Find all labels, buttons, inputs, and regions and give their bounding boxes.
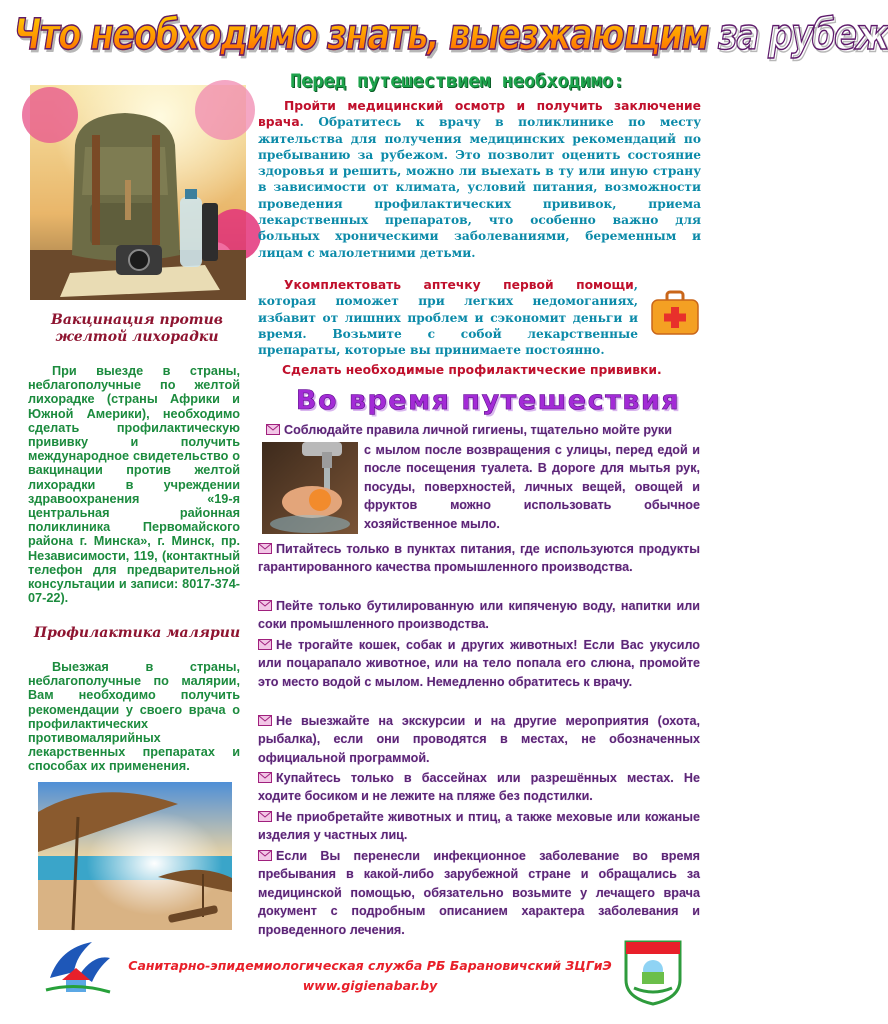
backpack-travel-photo <box>30 85 246 300</box>
beach-umbrella-photo <box>38 782 232 930</box>
envelope-check-icon <box>258 848 272 859</box>
baranovichi-healthy-city-emblem <box>622 940 684 1006</box>
envelope-check-icon <box>258 598 272 609</box>
malaria-text: Выезжая в страны, неблагополучные по малярии, Вам необходимо получить рекомендации у своего врача о профилактических противомалярийных лекарственных препаратах и способах их применения. <box>28 660 240 774</box>
envelope-check-icon <box>258 637 272 648</box>
first-aid-kit-text: , которая поможет при легких недомоганиях, избавит от лишних проблем и сэкономит деньги и время. Возьмите с собой лекарственные препараты, которые вы принимаете постоянно. <box>258 278 638 358</box>
page-title: Что необходимо знать, выезжающим за рубеж <box>14 10 710 75</box>
rule-excursions: Не выезжайте на экскурсии и на другие мероприятия (охота, рыбалка), если они проводятся в местах, не обозначенных официальной программой. <box>258 714 700 765</box>
healthy-cities-logo <box>40 938 114 1002</box>
footer-website-link[interactable]: www.gigienabar.by <box>302 978 438 993</box>
footer-organization: Санитарно-эпидемиологическая служба РБ Барановичский ЗЦГиЭ <box>128 958 612 973</box>
yellow-fever-heading: Вакцинация против желтой лихорадки <box>50 312 223 345</box>
first-aid-kit-lead: Укомплектовать аптечку первой помощи <box>284 278 634 292</box>
hand-washing-photo <box>262 442 358 534</box>
first-aid-kit-icon <box>650 290 700 336</box>
rule-hygiene: Соблюдайте правила личной гигиены, тщательно мойте руки <box>266 421 700 439</box>
envelope-check-icon <box>258 809 272 820</box>
vaccination-line: Сделать необходимые профилактические прививки. <box>282 363 662 377</box>
malaria-heading: Профилактика малярии <box>33 625 241 641</box>
rule-water: Пейте только бутилированную или кипяченую воду, напитки или соки промышленного производства. <box>258 599 700 632</box>
yellow-fever-text: При выезде в страны, неблагополучные по желтой лихорадке (страны Африки и Южной Америки), необходимо сделать профилактическую прививку и получить международное свидетельство о вакцинации против желтой лихорадки в учреждении здравоохранения «19-я центральная районная поликлиника Первомайского района г. Минска», г. Минск, пр. Независимости, 119, (контактный телефон для предварительной консультации и записи: 8017-374-07-22). <box>28 364 240 606</box>
during-trip-heading: Во время путешествия <box>295 385 681 416</box>
rule-swimming: Купайтесь только в бассейнах или разрешённых местах. Не ходите босиком и не лежите на пляже без подстилки. <box>258 771 700 804</box>
rule-purchases: Не приобретайте животных и птиц, а также меховые или кожаные изделия у частных лиц. <box>258 810 700 843</box>
envelope-check-icon <box>258 541 272 552</box>
medical-exam-text: . Обратитесь к врачу в поликлинике по месту жительства для получения медицинских рекомендаций по пребыванию за рубежом. Это позволит оценить состояние здоровья и решить, можно ли выехать в ту или иную страну в зависимости от климата, условий питания, возможности проведения профилактических прививок, приема лекарственных препаратов, что особенно важно для больных хроническими заболеваниями, беременным и лицам с малолетними детьми. <box>258 115 701 260</box>
medical-exam-lead: Пройти медицинский осмотр и получить заключение врача <box>258 99 701 130</box>
rule-animals: Не трогайте кошек, собак и других животных! Если Вас укусило или поцарапало животное, или на тело попала его слюна, промойте это место водой с мылом. Немедленно обратитесь к врачу. <box>258 638 700 689</box>
envelope-check-icon <box>266 422 280 433</box>
before-trip-heading: Перед путешествием необходимо: <box>290 70 625 92</box>
envelope-check-icon <box>258 770 272 781</box>
first-aid-kit-paragraph <box>258 277 638 358</box>
rule-food: Питайтесь только в пунктах питания, где используются продукты гарантированного качества промышленного производства. <box>258 542 700 575</box>
medical-exam-paragraph <box>258 98 701 261</box>
rule-medical-document: Если Вы перенесли инфекционное заболевание во время пребывания в какой-либо зарубежной стране и обращались за медицинской помощью, обязательно возьмите у лечащего врача документ с подробным описанием характера заболевания и проведенного лечения. <box>258 849 700 937</box>
vaccination-line-text: Сделать необходимые профилактические прививки <box>282 363 658 377</box>
envelope-check-icon <box>258 713 272 724</box>
rule-hygiene-continued: с мылом после возвращения с улицы, перед едой и после посещения туалета. В дороге для мытья рук, посуды, поверхностей, личных вещей, овощей и фруктов можно использовать обычное хозяйственное мыло. <box>364 443 700 531</box>
